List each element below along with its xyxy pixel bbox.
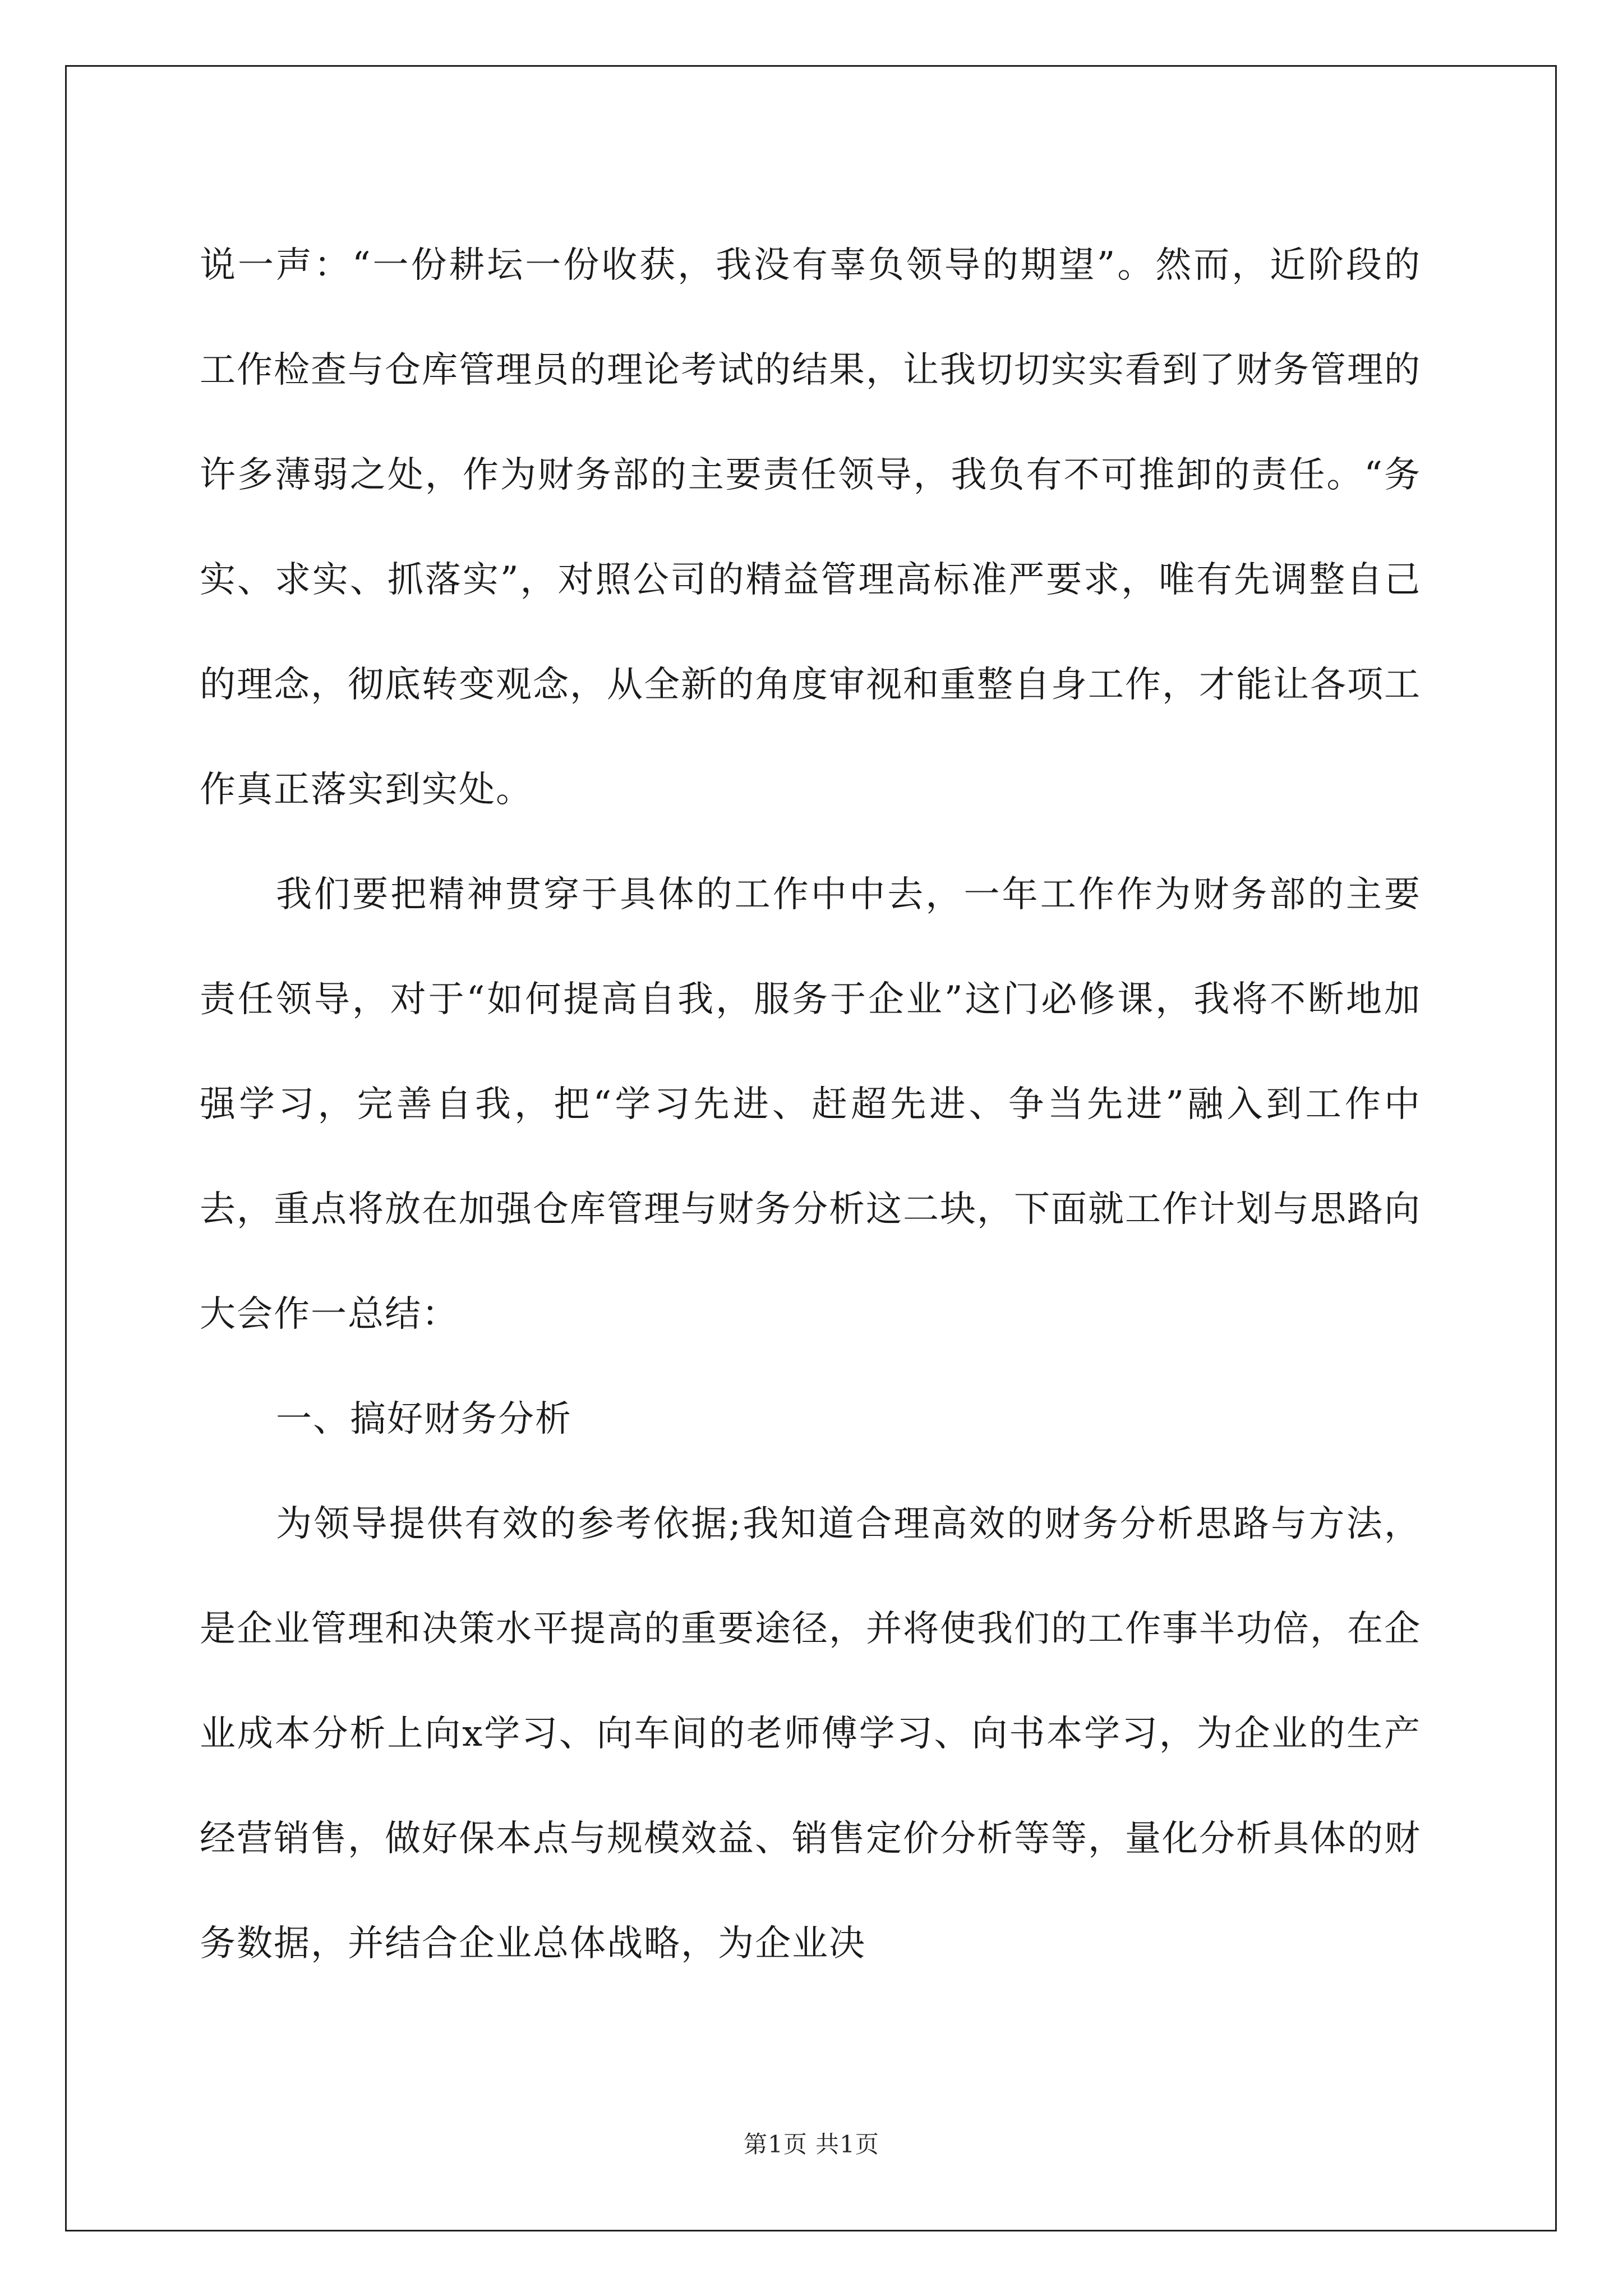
paragraph-3: 为领导提供有效的参考依据;我知道合理高效的财务分析思路与方法，是企业管理和决策水平提高的重要途径，并将使我们的工作事半功倍，在企业成本分析上向x学习、向车间的老师傅学习、向书本学习，为企业的生产经营销售，做好保本点与规模效益、销售定价分析等等，量化分析具体的财务数据，并结合企业总体战略，为企业决 bbox=[200, 1503, 1421, 1964]
document-body bbox=[200, 213, 1421, 1996]
paragraph-2: 我们要把精神贯穿于具体的工作中中去，一年工作作为财务部的主要责任领导，对于“如何提高自我，服务于企业”这门必修课，我将不断地加强学习，完善自我，把“学习先进、赶超先进、争当先进”融入到工作中去，重点将放在加强仓库管理与财务分析这二块，下面就工作计划与思路向大会作一总结： bbox=[200, 874, 1421, 1335]
paragraph-1: 说一声：“一份耕坛一份收获，我没有辜负领导的期望”。然而，近阶段的工作检查与仓库管理员的理论考试的结果，让我切切实实看到了财务管理的许多薄弱之处，作为财务部的主要责任领导，我负有不可推卸的责任。“务实、求实、抓落实”，对照公司的精益管理高标准严要求，唯有先调整自己的理念，彻底转变观念，从全新的角度审视和重整自身工作，才能让各项工作真正落实到实处。 bbox=[200, 245, 1421, 811]
page-footer: 第1页 共1页 bbox=[744, 2131, 879, 2158]
section-heading: 一、搞好财务分析 bbox=[276, 1398, 572, 1440]
